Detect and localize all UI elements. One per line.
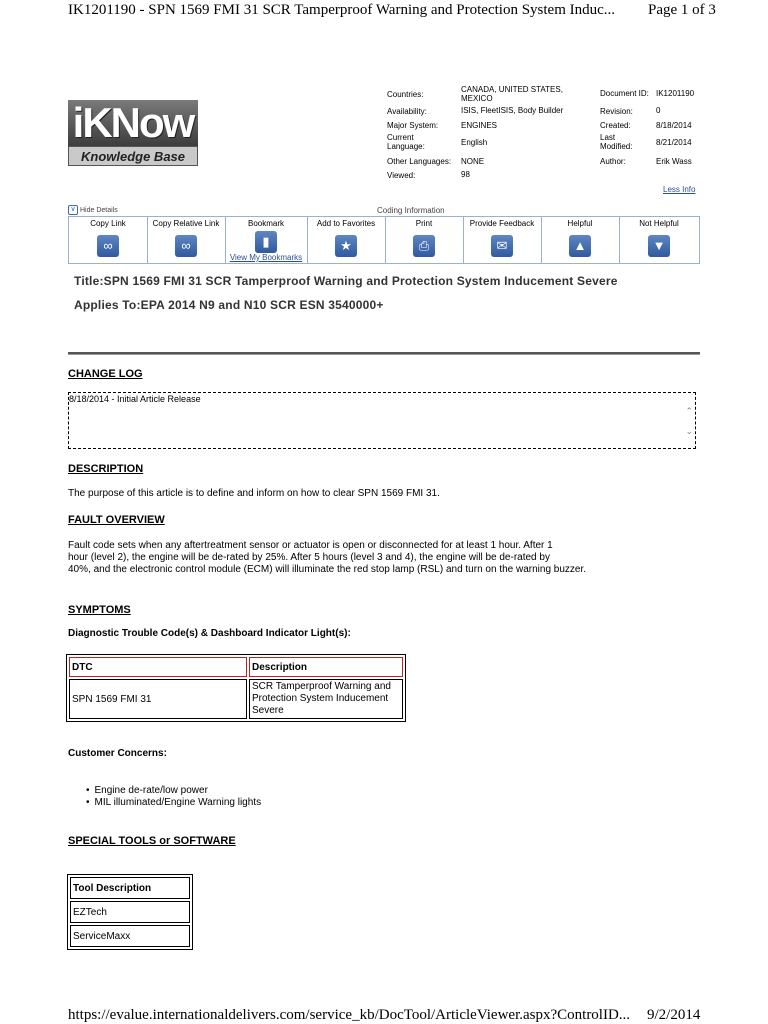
print-footer-date: 9/2/2014 <box>647 1007 701 1023</box>
current-language-label: Current Language: <box>387 133 425 151</box>
description-heading: DESCRIPTION <box>68 463 144 475</box>
section-divider <box>68 352 700 355</box>
print-button[interactable] <box>385 217 464 263</box>
major-system-value: ENGINES <box>461 121 498 130</box>
provide-feedback-label: Provide Feedback <box>469 219 535 228</box>
revision-value: 0 <box>656 106 661 115</box>
hide-details-label: Hide Details <box>80 206 118 214</box>
print-header-title: IK1201190 - SPN 1569 FMI 31 SCR Tamperproof Warning and Protection System Induc... <box>68 2 616 18</box>
bookmark-button[interactable] <box>225 217 308 263</box>
copy-link-button[interactable] <box>69 217 148 263</box>
table-header-cell: DTC <box>69 657 247 677</box>
other-languages-value: NONE <box>461 157 485 166</box>
change-log-box[interactable] <box>68 392 696 449</box>
print-footer-url: https://evalue.internationaldelivers.com/service_kb/DocTool/ArticleViewer.aspx?ControlID... <box>68 1007 631 1023</box>
customer-concerns-heading: Customer Concerns: <box>68 748 167 759</box>
table-cell: EZTech <box>70 901 190 923</box>
table-row <box>70 925 190 947</box>
link-icon: ∞ <box>97 235 119 257</box>
dtc-table <box>66 654 406 722</box>
fault-overview-line: 40%, and the electronic control module (ECM) will illuminate the red stop lamp (RSL) and turn on the warning buzzer. <box>68 564 587 575</box>
helpful-label: Helpful <box>567 219 593 228</box>
table-cell: SCR Tamperproof Warning and Protection System Inducement Severe <box>249 679 403 719</box>
thumbs-down-icon: ▼ <box>648 235 670 257</box>
last-modified-value: 8/21/2014 <box>656 138 692 147</box>
hide-details-toggle[interactable] <box>68 205 118 215</box>
other-languages-label: Other Languages: <box>387 157 452 166</box>
dtc-subheading: Diagnostic Trouble Code(s) & Dashboard Indicator Light(s): <box>68 628 351 639</box>
fault-overview-line: Fault code sets when any aftertreatment sensor or actuator is open or disconnected for at least 1 hour. After 1 <box>68 540 553 551</box>
fault-overview-heading: FAULT OVERVIEW <box>68 514 165 526</box>
provide-feedback-button[interactable] <box>463 217 542 263</box>
add-to-favorites-button[interactable] <box>307 217 386 263</box>
last-modified-label: Last Modified: <box>600 133 633 151</box>
copy-relative-link-button[interactable] <box>147 217 226 263</box>
table-row <box>69 679 403 719</box>
logo-name: iKNow <box>68 100 198 146</box>
table-header-cell: Tool Description <box>70 877 190 899</box>
created-value: 8/18/2014 <box>656 121 692 130</box>
special-tools-heading: SPECIAL TOOLS or SOFTWARE <box>68 835 236 847</box>
table-header-row <box>70 877 190 899</box>
article-title: Title:SPN 1569 FMI 31 SCR Tamperproof Warning and Protection System Inducement Severe <box>74 274 618 288</box>
fault-overview-text <box>68 540 586 576</box>
applies-to: Applies To:EPA 2014 N9 and N10 SCR ESN 3540000+ <box>74 298 384 312</box>
document-id-value: IK1201190 <box>656 89 695 98</box>
not-helpful-label: Not Helpful <box>639 219 679 228</box>
chevron-down-icon: ∨ <box>68 205 78 215</box>
symptoms-heading: SYMPTOMS <box>68 604 131 616</box>
list-item: • MIL illuminated/Engine Warning lights <box>86 797 261 809</box>
change-log-heading: CHANGE LOG <box>68 368 143 380</box>
scroll-arrows-icon[interactable]: ⌃ ⌄ <box>685 406 693 436</box>
document-metadata <box>0 0 768 190</box>
copy-link-label: Copy Link <box>90 219 126 228</box>
table-cell: SPN 1569 FMI 31 <box>69 679 247 719</box>
print-label: Print <box>415 219 433 228</box>
printer-icon: ⎙ <box>413 235 435 257</box>
table-cell: ServiceMaxx <box>70 925 190 947</box>
link-icon: ∞ <box>175 235 197 257</box>
fault-overview-line: hour (level 2), the engine will be de-rated by 25%. After 5 hours (level 3 and 4), the engine will be de-rated by <box>68 552 550 563</box>
feedback-icon: ✉ <box>491 235 513 257</box>
change-log-entry: 8/18/2014 - Initial Article Release <box>69 394 201 404</box>
table-row <box>70 901 190 923</box>
viewed-value: 98 <box>461 170 470 179</box>
print-page-number: Page 1 of 3 <box>648 2 716 18</box>
logo-tagline: Knowledge Base <box>68 146 198 166</box>
star-icon: ★ <box>335 235 357 257</box>
copy-relative-link-label: Copy Relative Link <box>152 219 220 228</box>
viewed-label: Viewed: <box>387 171 416 180</box>
current-language-value: English <box>461 138 488 147</box>
article-toolbar <box>68 216 700 264</box>
description-text: The purpose of this article is to define and inform on how to clear SPN 1569 FMI 31. <box>68 488 440 499</box>
table-header-row <box>69 657 403 677</box>
bookmark-icon: ▮ <box>255 231 277 253</box>
countries-label: Countries: <box>387 90 424 99</box>
customer-concerns-list <box>86 785 261 809</box>
availability-label: Availability: <box>387 107 427 116</box>
table-header-cell: Description <box>249 657 403 677</box>
add-to-favorites-label: Add to Favorites <box>316 219 376 228</box>
less-info-link[interactable]: Less Info <box>663 185 696 194</box>
document-id-label: Document ID: <box>600 89 649 98</box>
list-item: • Engine de-rate/low power <box>86 785 261 797</box>
helpful-button[interactable] <box>541 217 620 263</box>
created-label: Created: <box>600 121 631 130</box>
author-label: Author: <box>600 157 626 166</box>
author-value: Erik Wass <box>656 157 692 166</box>
bookmark-label: Bookmark <box>247 219 284 228</box>
countries-value: CANADA, UNITED STATES, MEXICO <box>461 85 563 103</box>
view-my-bookmarks-link[interactable]: View My Bookmarks <box>229 253 303 262</box>
major-system-label: Major System: <box>387 121 439 130</box>
thumbs-up-icon: ▲ <box>569 235 591 257</box>
revision-label: Revision: <box>600 107 633 116</box>
coding-information-link[interactable]: Coding Information <box>377 206 445 215</box>
availability-value: ISIS, FleetISIS, Body Builder <box>461 106 564 115</box>
tools-table <box>67 874 193 950</box>
not-helpful-button[interactable] <box>619 217 699 263</box>
